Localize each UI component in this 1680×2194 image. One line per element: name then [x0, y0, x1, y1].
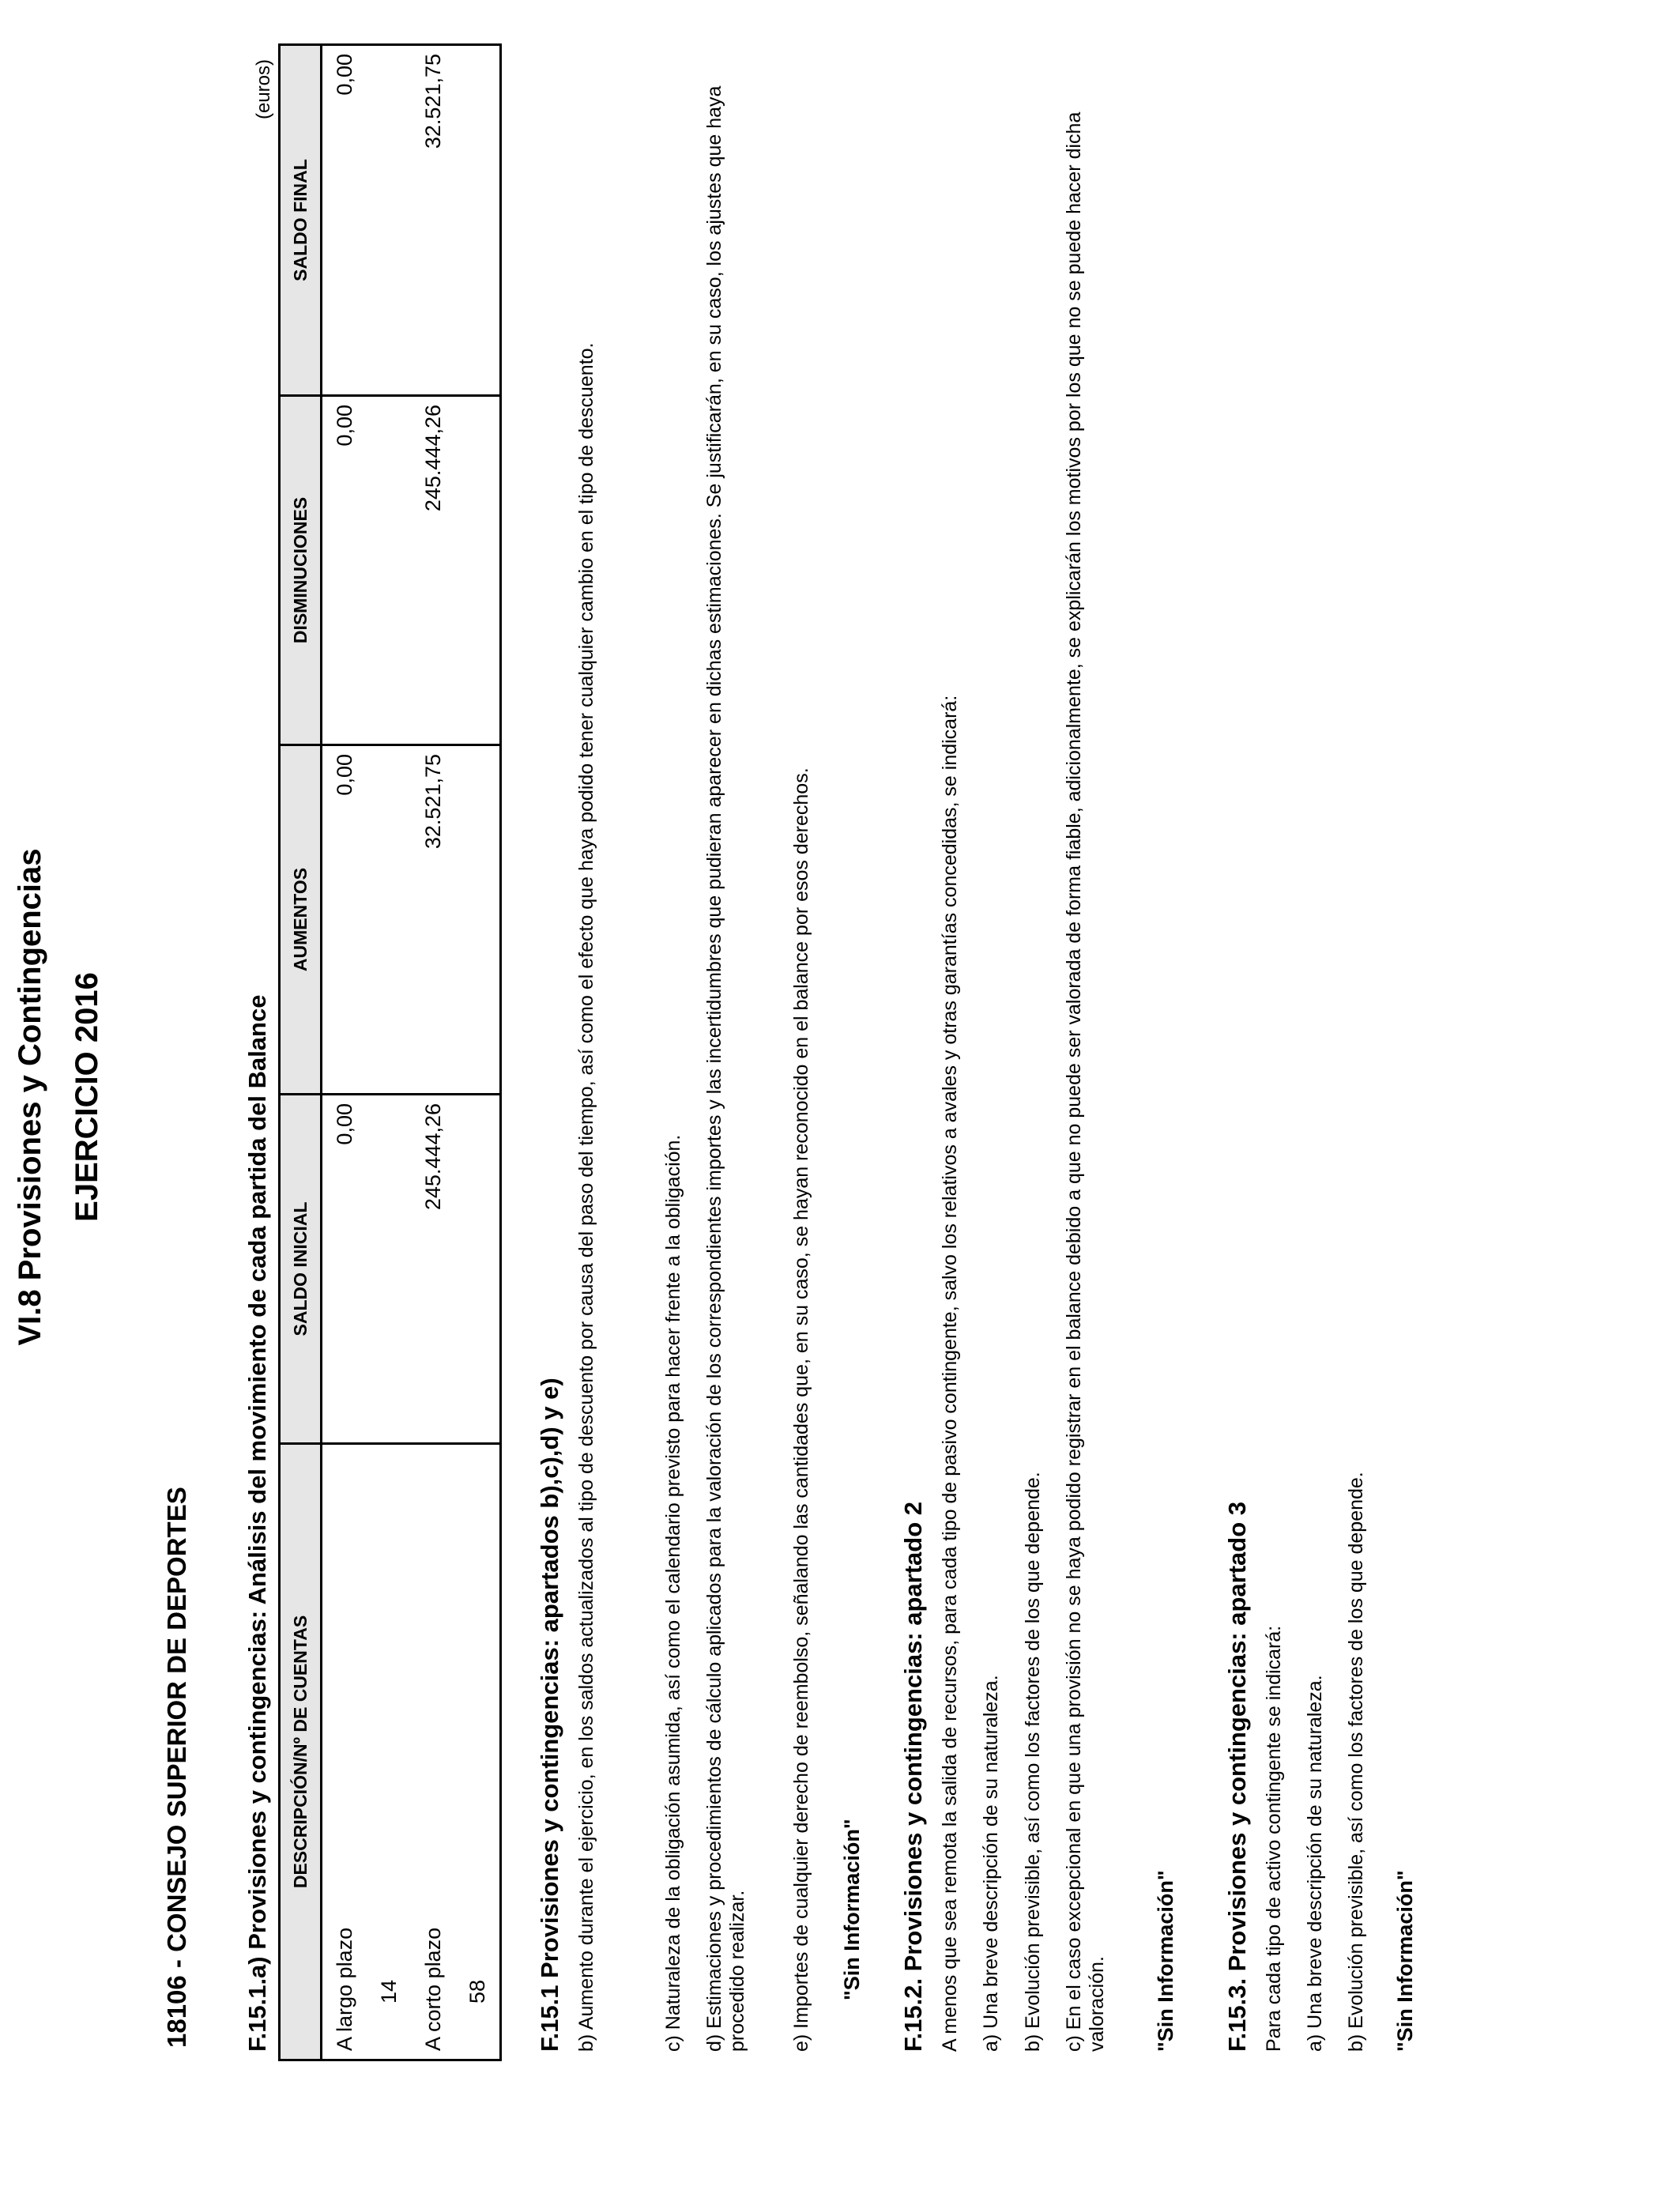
units-label: (euros)	[253, 58, 274, 119]
sin-informacion-15-2: "Sin Información"	[1154, 1870, 1177, 2052]
paragraph-15-1-e: e) Importes de cualquier derecho de reembolso, señalando las cantidades que, en su caso, se hayan reconocido en el balance por esos derechos.	[790, 767, 812, 2052]
header-disminuciones: DISMINUCIONES	[280, 396, 322, 745]
section-heading-15-3: F.15.3. Provisiones y contingencias: apartado 3	[1223, 1501, 1251, 2052]
cell-saldo-final: 0,00	[322, 45, 367, 396]
organization-name: 18106 - CONSEJO SUPERIOR DE DEPORTES	[162, 1487, 191, 2048]
paragraph-15-1-b: b) Aumento durante el ejercicio, en los saldos actualizados al tipo de descuento por causa del paso del tiempo, así como el efecto que haya podido tener cualquier cambio en el tipo de descuento.	[575, 342, 597, 2052]
paragraph-15-3-a: a) Una breve descripción de su naturaleza.	[1304, 1675, 1326, 2052]
sin-informacion-15-1: "Sin Información"	[840, 1819, 864, 2000]
table-row	[322, 45, 367, 2060]
paragraph-15-2-b: b) Evolución previsible, así como los factores de los que depende.	[1022, 1472, 1044, 2052]
section-heading-15-2: F.15.2. Provisiones y contingencias: apartado 2	[899, 1501, 927, 2052]
cell-saldo-final: 32.521,75	[411, 45, 455, 396]
fiscal-year: EJERCICIO 2016	[70, 972, 104, 1222]
cell-saldo-inicial	[367, 1095, 411, 1444]
paragraph-15-2-c: c) En el caso excepcional en que una provisión no se haya podido registrar en el balance debido a que no puede ser valorada de forma fiable, adicionalmente, se explicarán los motivos por los que no se puede hacer dicha valoración.	[1063, 111, 1108, 2052]
cell-disminuciones	[367, 396, 411, 745]
paragraph-15-1-c: c) Naturaleza de la obligación asumida, así como el calendario previsto para hacer frente a la obligación.	[662, 1134, 684, 2052]
cell-disminuciones	[455, 396, 501, 745]
table-title: F.15.1.a) Provisiones y contingencias: Análisis del movimiento de cada partida del Balance	[243, 994, 271, 2052]
movement-table	[278, 43, 502, 2061]
section-heading-15-1: F.15.1 Provisiones y contingencias: apartados b),c),d) y e)	[536, 1378, 563, 2052]
row-account-code: 14	[367, 1444, 411, 2060]
sin-informacion-15-3: "Sin Información"	[1393, 1870, 1417, 2052]
cell-aumentos: 0,00	[322, 745, 367, 1095]
paragraph-15-1-d: d) Estimaciones y procedimientos de cálculo aplicados para la valoración de los correspondientes importes y las incertidumbres que pudieran aparecer en dichas estimaciones. Se justificarán, en su caso, los ajustes que haya procedido realizar.	[703, 85, 748, 2052]
cell-saldo-inicial: 245.444,26	[411, 1095, 455, 1444]
header-saldo-final: SALDO FINAL	[280, 45, 322, 396]
paragraph-15-2-a: a) Una breve descripción de su naturaleza.	[980, 1675, 1002, 2052]
header-aumentos: AUMENTOS	[280, 745, 322, 1095]
cell-saldo-final	[367, 45, 411, 396]
table-row	[455, 45, 501, 2060]
header-description: DESCRIPCIÓN/Nº DE CUENTAS	[280, 1444, 322, 2060]
table-row	[367, 45, 411, 2060]
table-header-row	[280, 45, 322, 2060]
row-description: A largo plazo	[322, 1444, 367, 2060]
table-row	[411, 45, 455, 2060]
document-title: VI.8 Provisiones y Contingencias	[13, 848, 47, 1346]
row-account-code: 58	[455, 1444, 501, 2060]
paragraph-15-3-intro: Para cada tipo de activo contingente se indicará:	[1263, 1625, 1285, 2052]
header-saldo-inicial: SALDO INICIAL	[280, 1095, 322, 1444]
cell-saldo-inicial	[455, 1095, 501, 1444]
paragraph-15-3-b: b) Evolución previsible, así como los factores de los que depende.	[1345, 1472, 1367, 2052]
cell-aumentos	[455, 745, 501, 1095]
cell-saldo-final	[455, 45, 501, 396]
cell-aumentos: 32.521,75	[411, 745, 455, 1095]
cell-saldo-inicial: 0,00	[322, 1095, 367, 1444]
cell-disminuciones: 245.444,26	[411, 396, 455, 745]
row-description: A corto plazo	[411, 1444, 455, 2060]
cell-aumentos	[367, 745, 411, 1095]
paragraph-15-2-intro: A menos que sea remota la salida de recursos, para cada tipo de pasivo contingente, salvo los relativos a avales y otras garantías concedidas, se indicará:	[939, 695, 961, 2052]
cell-disminuciones: 0,00	[322, 396, 367, 745]
